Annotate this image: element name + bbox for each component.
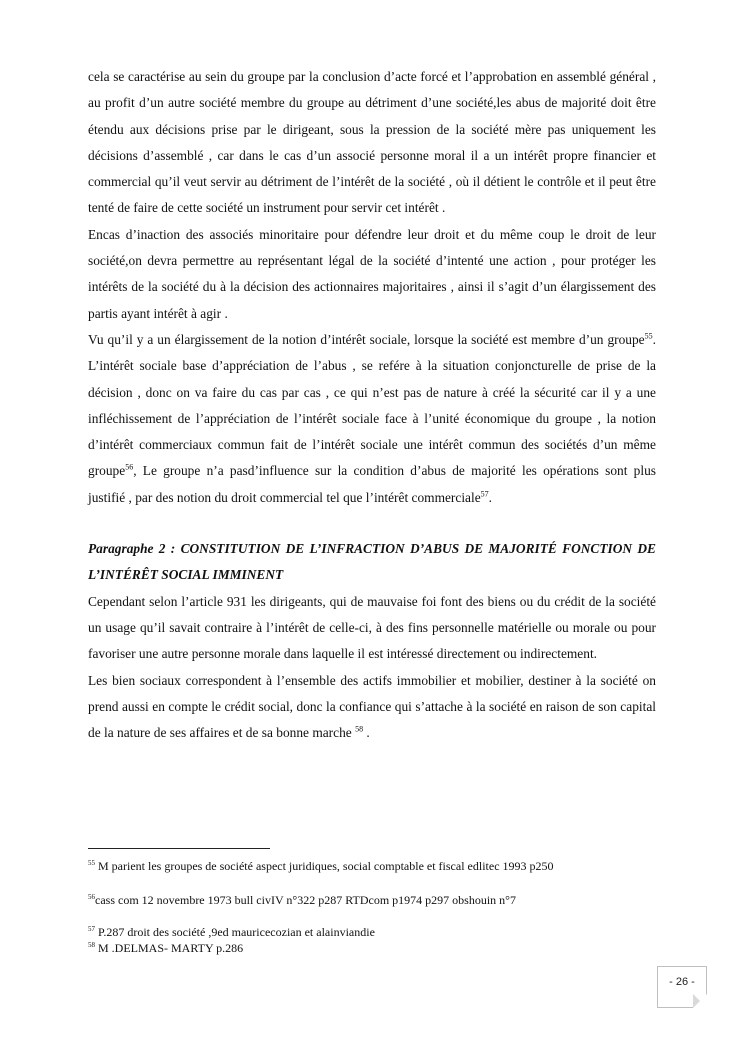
paragraph-3-part-4: . [488,489,493,505]
footnote-ref-57[interactable]: 57 [480,489,489,499]
page-number: - 26 - [669,976,695,988]
footnote-ref-58[interactable]: 58 [355,724,364,734]
footnote-text: M .DELMAS- MARTY p.286 [95,941,244,955]
footnote-number: 55 [88,859,95,867]
footnote-separator [88,848,270,849]
footnotes [88,858,668,956]
paragraph-5-text: Les bien sociaux correspondent à l’ensemble des actifs immobilier et mobilier, destiner à la société on prend aussi en compte le crédit social, donc la confiance qui s’attache à la société en raison de son capital de la nature de ses affaires et de sa bonne marche [88,672,656,741]
paragraph-3-part-1: Vu qu’il y a un élargissement de la notion d’intérêt sociale, lorsque la société est membre d’un groupe [88,331,645,347]
paragraph-3-part-2: . L’intérêt sociale base d’appréciation de l’abus , se refére à la situation conjoncturelle de prise de la décision , donc on va faire du cas par cas , ce qui n’est pas de nature à créé la sécurité car il y a une infléchissement de l’appréciation de l’intérêt sociale face à l’unité économique du groupe , la notion d’intérêt commerciaux commun fait de l’intérêt sociale une intérêt commun des sociétés d’un même groupe [88,331,656,479]
footnote-text: M parient les groupes de société aspect juridiques, social comptable et fiscal edlitec 1993 p250 [95,859,554,873]
footnote-58 [88,940,668,956]
body-text [88,64,656,746]
footnote-text: cass com 12 novembre 1973 bull civIV n°322 p287 RTDcom p1974 p297 obshouin n°7 [95,893,516,907]
footnote-number: 58 [88,941,95,949]
footnote-55 [88,858,668,874]
footnote-56 [88,892,668,908]
footnote-number: 56 [88,893,95,901]
footnote-text: P.287 droit des société ,9ed mauricecozian et alainviandie [95,925,375,939]
paragraph-3 [88,327,656,511]
paragraph-4: Cependant selon l’article 931 les dirigeants, qui de mauvaise foi font des biens ou du crédit de la société un usage qu’il savait contraire à l’intérêt de celle-ci, à des fins personnelle matérielle ou morale ou pour favoriser une autre personne morale dans laquelle il est intéressé directement ou indirectement. [88,593,656,662]
paragraph-1: cela se caractérise au sein du groupe par la conclusion d’acte forcé et l’approbation en assemblé général , au profit d’un autre société membre du groupe au détriment d’une société,les abus de majorité doit être étendu aux décisions prise par le dirigeant, sous la pression de la société mère pas uniquement les décisions d’assemblé , car dans le cas d’un associé personne moral il a un intérêt propre financier et commercial qu’il veut servir au détriment de l’intérêt de la société , où il détient le contrôle et il peut être tenté de faire de cette société un instrument pour servir cet intérêt . [88,69,656,216]
page-number-box [657,966,707,1008]
section-heading: Paragraphe 2 : CONSTITUTION DE L’INFRACTION D’ABUS DE MAJORITÉ FONCTION DE L’INTÉRÊT SOCIAL IMMINENT [88,541,656,583]
paragraph-3-part-3: , Le groupe n’a pasd’influence sur la condition d’abus de majorité les opérations sont plus justifié , par des notion du droit commercial tel que l’intérêt commerciale [88,463,656,505]
paragraph-5-end: . [363,725,370,741]
paragraph-5 [88,668,656,747]
footnote-number: 57 [88,925,95,933]
footnote-ref-55[interactable]: 55 [644,331,653,341]
footnote-ref-56[interactable]: 56 [125,462,134,472]
footnote-57 [88,924,668,940]
page-fold-mask [693,994,707,1008]
paragraph-2: Encas d’inaction des associés minoritaire pour défendre leur droit et du même coup le droit de leur société,on devra permettre au représentant légal de la société d’intenté une action , pour protéger les intérêts de la société du à la décision des actionnaires majoritaires , ainsi il s’agit d’un élargissement des partis ayant intérêt à agir . [88,226,656,321]
